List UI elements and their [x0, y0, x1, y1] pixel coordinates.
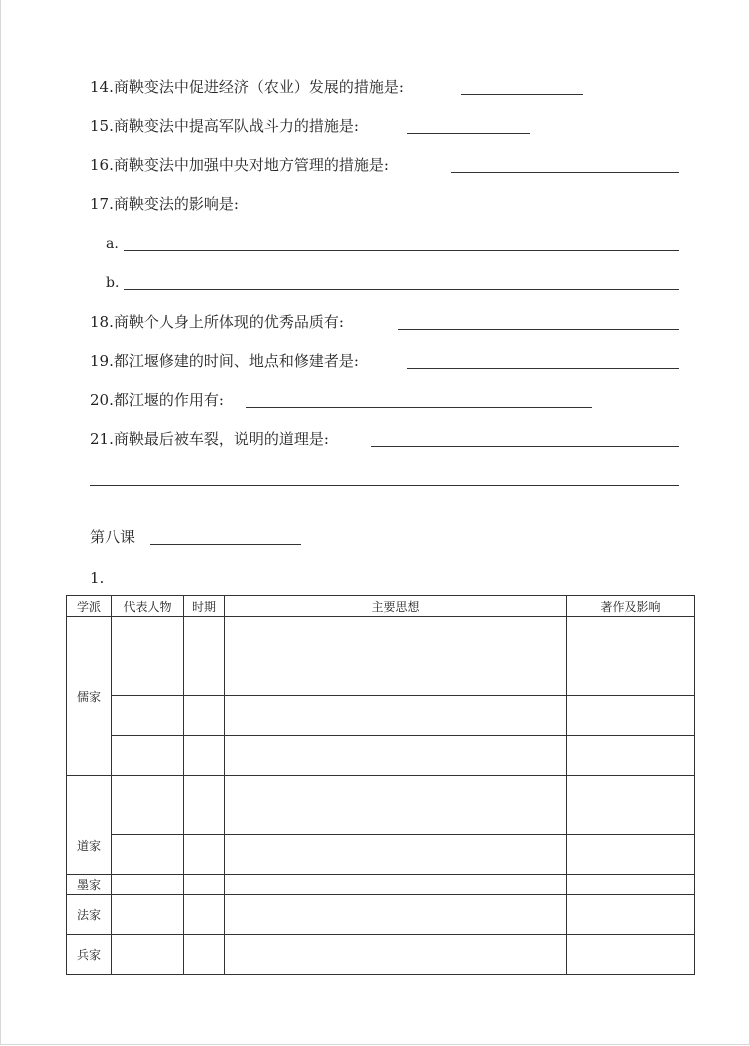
school-military: 兵家 [67, 935, 112, 975]
table-row [67, 617, 695, 696]
question-15: 15.商鞅变法中提高军队战斗力的措施是: [90, 117, 359, 135]
school-taoism: 道家 [67, 776, 112, 875]
header-representative: 代表人物 [112, 596, 184, 617]
answer-blank-18[interactable] [398, 329, 679, 330]
answer-blank-19[interactable] [407, 368, 679, 369]
question-17-b-label: b. [106, 275, 120, 291]
table-cell[interactable] [567, 875, 695, 895]
table-cell[interactable] [184, 835, 225, 875]
table-cell[interactable] [112, 835, 184, 875]
question-17: 17.商鞅变法的影响是: [90, 195, 239, 213]
question-19: 19.都江堰修建的时间、地点和修建者是: [90, 352, 359, 370]
table-cell[interactable] [567, 935, 695, 975]
table-cell[interactable] [567, 617, 695, 696]
table-cell[interactable] [225, 696, 567, 736]
question-17-a-label: a. [106, 236, 119, 252]
table-cell[interactable] [567, 895, 695, 935]
table-cell[interactable] [225, 935, 567, 975]
answer-blank-16[interactable] [451, 172, 679, 173]
question-14: 14.商鞅变法中促进经济（农业）发展的措施是: [90, 78, 404, 96]
answer-blank-14[interactable] [461, 94, 583, 95]
table-row [67, 895, 695, 935]
question-18: 18.商鞅个人身上所体现的优秀品质有: [90, 313, 344, 331]
table-cell[interactable] [184, 696, 225, 736]
table-cell[interactable] [225, 895, 567, 935]
table-row [67, 875, 695, 895]
table-cell[interactable] [112, 696, 184, 736]
school-mohism: 墨家 [67, 875, 112, 895]
question-16: 16.商鞅变法中加强中央对地方管理的措施是: [90, 156, 389, 174]
table-header-row [67, 596, 695, 617]
table-cell[interactable] [112, 895, 184, 935]
header-works-influence: 著作及影响 [567, 596, 695, 617]
school-confucianism: 儒家 [67, 617, 112, 776]
table-row [67, 776, 695, 835]
question-20: 20.都江堰的作用有: [90, 391, 224, 409]
school-legalism: 法家 [67, 895, 112, 935]
answer-blank-17b[interactable] [124, 289, 679, 290]
table-cell[interactable] [112, 736, 184, 776]
table-cell[interactable] [567, 696, 695, 736]
lesson-title: 第八课 [90, 528, 136, 546]
table-row [67, 736, 695, 776]
table-cell[interactable] [567, 736, 695, 776]
answer-blank-21[interactable] [371, 446, 679, 447]
table-cell[interactable] [184, 736, 225, 776]
table-cell[interactable] [225, 776, 567, 835]
table-cell[interactable] [184, 875, 225, 895]
table-cell[interactable] [184, 617, 225, 696]
table-cell[interactable] [225, 835, 567, 875]
answer-blank-20[interactable] [246, 407, 592, 408]
table-cell[interactable] [112, 776, 184, 835]
lesson-title-blank[interactable] [150, 544, 301, 545]
header-main-ideas: 主要思想 [225, 596, 567, 617]
table-cell[interactable] [225, 617, 567, 696]
answer-blank-21-continued[interactable] [90, 485, 679, 486]
header-period: 时期 [184, 596, 225, 617]
table-cell[interactable] [112, 935, 184, 975]
table-cell[interactable] [112, 617, 184, 696]
table-cell[interactable] [184, 895, 225, 935]
table-cell[interactable] [225, 736, 567, 776]
table-row [67, 835, 695, 875]
table-cell[interactable] [567, 835, 695, 875]
table-row [67, 935, 695, 975]
header-school: 学派 [67, 596, 112, 617]
question-21: 21.商鞅最后被车裂，说明的道理是: [90, 430, 329, 448]
table-cell[interactable] [567, 776, 695, 835]
item-number: 1. [90, 569, 105, 587]
table-cell[interactable] [184, 776, 225, 835]
table-cell[interactable] [184, 935, 225, 975]
table-row [67, 696, 695, 736]
answer-blank-15[interactable] [407, 133, 530, 134]
answer-blank-17a[interactable] [124, 250, 679, 251]
table-cell[interactable] [112, 875, 184, 895]
table-cell[interactable] [225, 875, 567, 895]
schools-of-thought-table [66, 595, 695, 975]
